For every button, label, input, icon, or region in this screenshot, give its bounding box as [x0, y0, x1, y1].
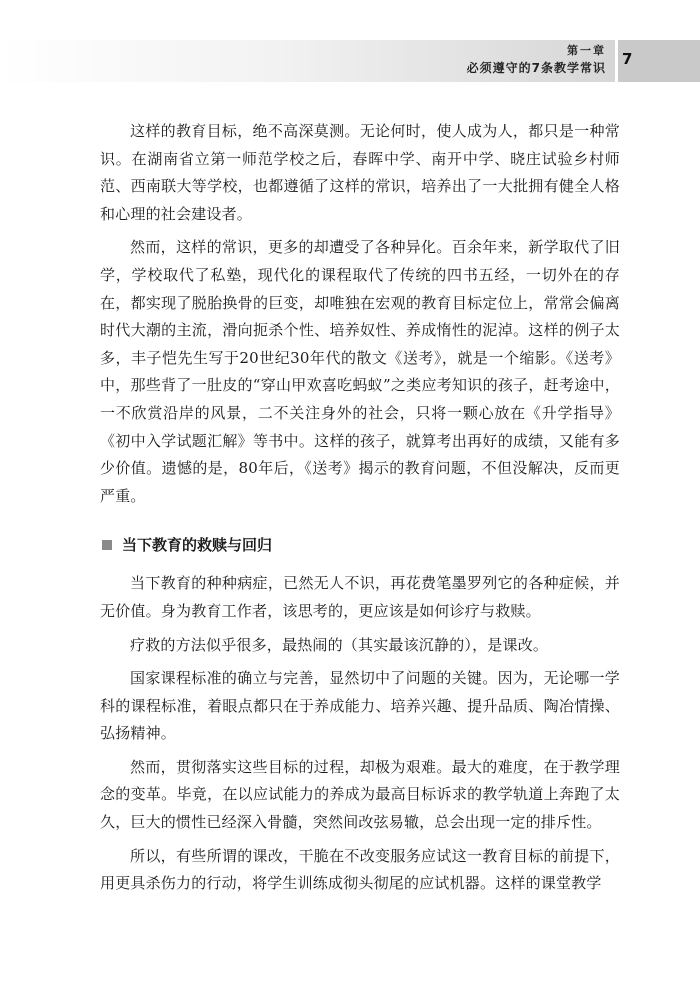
section-heading	[100, 534, 620, 556]
square-bullet-icon	[102, 540, 112, 550]
page-body	[100, 118, 620, 904]
paragraph: 疗救的方法似乎很多，最热闹的（其实最该沉静的），是课改。	[130, 635, 549, 654]
section-heading-text: 当下教育的救赎与回归	[122, 536, 273, 555]
running-header	[467, 43, 606, 77]
paragraph: 所以，有些所谓的课改，干脆在不改变服务应试这一教育目标的前提下，用更具杀伤力的行动，将学生训练成彻头彻尾的应试机器。这样的课堂教学	[100, 846, 620, 893]
chapter-title: 必须遵守的7条教学常识	[466, 61, 606, 75]
paragraph: 当下教育的种种病症，已然无人不识，再花费笔墨罗列它的各种症候，并无价值。身为教育工作者，该思考的，更应该是如何诊疗与救赎。	[100, 574, 620, 620]
chapter-label: 第一章	[567, 44, 606, 57]
page-number: 7	[622, 50, 633, 68]
paragraph: 然而，这样的常识，更多的却遭受了各种异化。百余年来，新学取代了旧学，学校取代了私塾，现代化的课程取代了传统的四书五经，一切外在的存在，都实现了脱胎换骨的巨变，却唯独在宏观的教育目标定位上，常常会偏离时代大潮的主流，滑向扼杀个性、培养奴性、养成惰性的泥淖。这样的例子太多，丰子恺先生写于20世纪30年代的散文《送考》，就是一个缩影。《送考》中，那些背了一肚皮的“穿山甲欢喜吃蚂蚁”之类应考知识的孩子，赶考途中，一不欣赏沿岸的风景，二不关注身外的社会，只将一颗心放在《升学指导》《初中入学试题汇解》等书中。这样的孩子，就算考出再好的成绩，又能有多少价值。遗憾的是，80年后，《送考》揭示的教育问题，不但没解决，反而更严重。	[100, 238, 620, 505]
paragraph: 这样的教育目标，绝不高深莫测。无论何时，使人成为人，都只是一种常识。在湖南省立第一师范学校之后，春晖中学、南开中学、晓庄试验乡村师范、西南联大等学校，也都遵循了这样的常识，培养出了一大批拥有健全人格和心理的社会建设者。	[100, 122, 620, 223]
paragraph: 然而，贯彻落实这些目标的过程，却极为艰难。最大的难度，在于教学理念的变革。毕竟，在以应试能力的养成为最高目标诉求的教学轨道上奔跑了太久，巨大的惯性已经深入骨髓，突然间改弦易辙，总会出现一定的排斥性。	[100, 757, 620, 832]
paragraph: 国家课程标准的确立与完善，显然切中了问题的关键。因为，无论哪一学科的课程标准，着眼点都只在于养成能力、培养兴趣、提升品质、陶冶情操、弘扬精神。	[100, 669, 620, 743]
